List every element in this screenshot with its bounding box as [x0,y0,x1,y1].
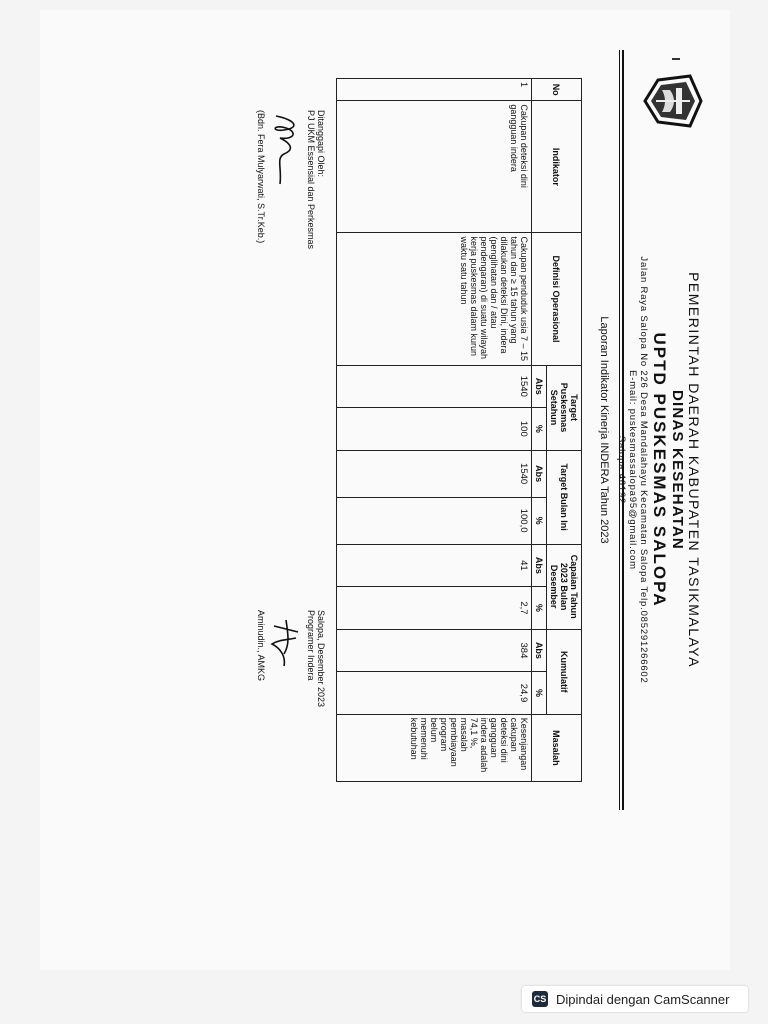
signature-block-right [256,610,326,780]
letterhead-rule-thin [619,50,620,810]
puskesmas-name: UPTD PUSKESMAS SALOPA [650,332,669,608]
cell-capaian-abs: 41 [337,544,532,587]
subheader-pct: % [532,497,547,544]
header-kumulatif: Kumulatif [547,629,582,714]
letterhead-rule [622,50,624,810]
cell-definisi: Cakupan penduduk usia 7 – 15 tahun dan ≥ 15 tahun yang dilakukan deteksi Dini, indera (penglihatan dan / atau pendengaran) di suatu wilayah kerja puskesmas dalam kurun waktu satu tahun [337,233,532,365]
subheader-pct: % [532,587,547,630]
email-line: E-mail: puskesmassalopa95@gmail.com [627,370,638,570]
header-no: No [532,79,582,101]
department-name: DINAS KESEHATAN [669,390,686,550]
table-header-row [547,79,582,782]
signature-right-icon [266,610,306,780]
scanned-paper [40,10,730,970]
postal-line: Salopa 46192 [616,435,627,505]
indicator-table [336,78,582,782]
header-target-bulan: Target Bulan Ini [547,450,582,544]
approver-name: (Bdn. Fera Mulyarwati, S.Tr.Keb.) [256,110,266,244]
approved-by-label: Ditanggapi Oleh: [316,110,326,178]
regency-logo-icon [642,70,704,132]
header-target-setahun: Target Puskesmas Setahun [547,365,582,450]
address-line: Jalan Raya Salopa No 226 Desa Mandalahayu Kecamatan Salopa Telp.085291266602 [638,256,649,684]
cell-target-setahun-abs: 1540 [337,365,532,408]
cell-indikator: Cakupan deteksi dini gangguan indera [337,101,532,233]
cell-kumulatif-pct: 24,9 [337,672,532,715]
subheader-abs: Abs [532,629,547,672]
cell-masalah: Kesenjangan cakupan deteksi dini gangguan indera adalah 74,1 %, masalah pembiayaan program belum memenuhi kebutuhan [337,714,532,781]
government-name: PEMERINTAH DAERAH KABUPATEN TASIKMALAYA [686,272,702,668]
cell-no: 1 [337,79,532,101]
cell-target-bulan-pct: 100,0 [337,497,532,544]
programmer-name: Aminudin., AMKG [256,610,266,682]
subheader-abs: Abs [532,544,547,587]
subheader-pct: % [532,672,547,715]
header-definisi: Definisi Operasional [532,233,582,365]
cell-target-setahun-pct: 100 [337,408,532,451]
table-row [337,79,532,782]
header-masalah: Masalah [532,714,582,781]
cell-kumulatif-abs: 384 [337,629,532,672]
camscanner-text: Dipindai dengan CamScanner [556,991,730,1007]
subheader-abs: Abs [532,365,547,408]
header-indikator: Indikator [532,101,582,233]
camscanner-badge [522,986,748,1012]
subheader-abs: Abs [532,450,547,497]
letterhead [616,50,708,810]
rotated-document [148,50,708,810]
cell-capaian-pct: 2,7 [337,587,532,630]
header-capaian: Capaian Tahun 2023 Bulan Desember [547,544,582,629]
approver-role: PJ UKM Essensial dan Perkesmas [306,110,316,250]
programmer-role: Programer Indera [306,610,316,681]
signature-left-icon [266,110,306,310]
cell-target-bulan-abs: 1540 [337,450,532,497]
signature-block-left [256,110,326,310]
subheader-pct: % [532,408,547,451]
report-title: Laporan Indikator Kinerja INDERA Tahun 2023 [598,316,610,544]
camscanner-icon: CS [532,991,548,1007]
place-date: Salopa, Desember 2023 [316,610,326,708]
letterhead-text [616,170,702,770]
